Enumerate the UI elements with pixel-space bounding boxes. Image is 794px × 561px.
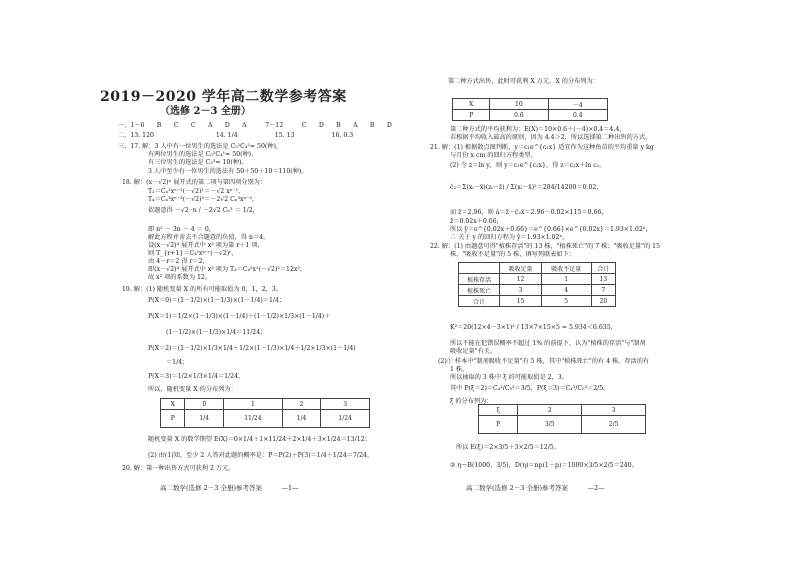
table-cell: 0.4: [548, 110, 607, 121]
table-cell: 3: [500, 285, 541, 296]
answer-line: (2) 令 z＝ln y，则 y＝c₁e^{c₂x}，得 z＝c₂x＋ln c₁。: [450, 162, 606, 169]
answer-line: T₄＝Cₙ³xⁿ⁻³(－√2)³＝－2√2 Cₙ³xⁿ⁻³，: [148, 196, 259, 203]
answer-line: 20. 解：第一种出售方式可获利 2 万元。: [122, 465, 235, 472]
answer-line: T₂＝Cₙ¹xⁿ⁻¹(－√2)¹＝－√2 xⁿ⁻¹，: [148, 188, 245, 195]
answer-line: 设(x－√2)⁴ 展开式中 x² 项为第 r＋1 项，: [148, 242, 264, 249]
answer-line: 则 T_{r+1}＝C₄ʳx⁴⁻ʳ(－√2)ʳ，: [148, 250, 238, 257]
answer-line: 而 z̄＝2.96，则 â＝z̄－ĉ₂x̄＝2.96－0.02×115＝0.66，: [450, 209, 608, 216]
table-cell: 15: [500, 296, 541, 307]
answer-line: 第二种方式出售，此时可获利 X 万元，X 的分布列为：: [448, 78, 599, 85]
table-cell: 0: [185, 399, 224, 410]
distribution-table-x: [160, 398, 370, 428]
table-cell: 1/24: [321, 410, 370, 428]
answer-line: ∴ 关于 y 的回归方程为 ŷ＝1.93×1.02ˣ。: [450, 234, 569, 241]
answer-line: 第二种方式的平均获利为：E(X)＝10×0.6＋(－4)×0.4＝4.4，: [450, 126, 626, 133]
answer-line: 解此方程并舍去不合题意的负值，得 n＝4。: [148, 234, 270, 241]
answer-line: 1 株，: [450, 366, 469, 373]
table-cell: 11/24: [224, 410, 283, 428]
answer-line: 有三位男生的选法是 C₅³= 10(种)。: [148, 159, 248, 166]
answer-line: P(X＝1)＝1/2×(1－1/3)×(1－1/4)＋(1－1/2)×1/3×(1－1/4)＋: [148, 313, 331, 320]
table-cell: 12: [500, 274, 541, 285]
table-cell: 合计: [591, 263, 615, 274]
answer-line: ĉ₂＝Σ(xᵢ－x̄)(zᵢ－z̄) / Σ(xᵢ－x̄)²＝284/14200＝0.02，: [450, 184, 603, 191]
table-cell: 1: [541, 274, 591, 285]
table-cell: 植株存活: [459, 274, 500, 285]
answer-line: 有两位男生的选法是 C₅²C₄¹= 50(种)，: [148, 151, 258, 158]
answer-line: 若根据平均收入最高的原则，因为 4.4＞2，所以选择第二种出售的方式。: [450, 134, 652, 141]
answer-line: ② η～B(1000，3/5)，D(η)＝np(1－p)＝1000×3/5×2/5＝240。: [450, 462, 638, 469]
answer-line: P(X＝3)＝1/2×1/3×1/4＝1/24，: [148, 373, 245, 380]
page-footer-left: 高二数学(选修 2－3 全册)参考答案 —1—: [160, 484, 299, 492]
table-cell: 2/5: [582, 416, 646, 434]
page-footer-right: 高二数学(选修 2－3 全册)参考答案 —2—: [466, 484, 605, 492]
answer-line: 即 n² － 3n － 4 ＝ 0，: [148, 226, 215, 233]
answer-line: 19. 解：(1) 随机变量 X 的所有可能取值为 0，1，2，3。: [122, 286, 282, 293]
page-title: 2019－2020 学年高二数学参考答案: [100, 89, 347, 105]
answer-line: 所以，随机变量 X 的分布列为：: [148, 386, 237, 393]
answer-line: (2) 由(1)知，至少 2 人答对此题的概率是：P＝P(2)＋P(3)＝1/4＋1/24＝7/24。: [148, 452, 374, 459]
answer-line: 故 x² 项的系数为 12。: [148, 274, 212, 281]
table-cell: －4: [548, 99, 607, 110]
table-cell: 20: [591, 296, 615, 307]
table-cell: 1/4: [185, 410, 224, 428]
answer-line: 一、1－6 B C C A D A 7－12 C D B A B D: [118, 122, 392, 129]
answer-line: 所以 ŷ＝e^{0.02x＋0.66}＝e^{0.66}×e^{0.02x}＝1.93×1.02ˣ，: [450, 226, 652, 233]
answer-line: 与月份 x cm 的回归方程类型。: [450, 152, 537, 159]
table-cell: 植株死亡: [459, 285, 500, 296]
table-cell: 13: [591, 274, 615, 285]
answer-line: (1－1/2)×(1－1/3)×1/4＝11/24；: [166, 329, 267, 336]
answer-line: P(X＝2)＝(1－1/2)×1/3×1/4＋1/2×(1－1/3)×1/4＋1/2×1/3×(1－1/4): [148, 345, 356, 352]
page-subtitle: （选修 2－3 全册）: [160, 106, 251, 117]
answer-line: K²＝20(12×4－3×1)² / 13×7×15×5 ≈ 5.934＜6.635，: [450, 324, 617, 331]
distribution-table-profit: [452, 98, 608, 121]
contingency-table: [458, 262, 616, 307]
table-cell: 1: [224, 399, 283, 410]
distribution-table-xi: [478, 404, 646, 434]
table-cell: 吸收不足量: [541, 263, 591, 274]
answer-line: 随机变量 X 的数学期望 E(X)＝0×1/4＋1×11/24＋2×1/4＋3×1/24＝13/12；: [148, 436, 371, 443]
table-cell: 10: [490, 99, 548, 110]
table-cell: 3/5: [518, 416, 582, 434]
answer-line: (2)① 样本中"制剂吸收不足量"有 5 株，其中"植株死亡"的有 4 株，存活的有: [438, 358, 650, 365]
answer-line: 株，"吸收不足量"的 5 株，填写列联表如下：: [450, 251, 575, 258]
table-cell: 吸收足量: [500, 263, 541, 274]
table-cell: P: [161, 410, 185, 428]
table-cell: 合计: [459, 296, 500, 307]
answer-line: 二、13. 120 14. 1/4 15. 13 16. 0.3: [118, 132, 354, 139]
answer-line: 吸收足量"有关。: [450, 348, 497, 355]
answer-line: P(X＝0)＝(1－1/2)×(1－1/3)×(1－1/4)＝1/4；: [148, 297, 286, 304]
table-cell: P: [479, 416, 518, 434]
answer-line: 即(x－√2)⁴ 展开式中 x² 项为 T₃＝C₄²x²(－√2)²＝12x²，: [148, 266, 307, 273]
table-cell: 1/4: [282, 410, 321, 428]
table-cell: 3: [321, 399, 370, 410]
table-cell: X: [161, 399, 185, 410]
answer-line: ＝1/4；: [166, 359, 189, 366]
answer-line: 18. 解：(x－√2)ⁿ 展开式的第二项与第四项分别为：: [122, 179, 267, 186]
table-cell: 4: [541, 285, 591, 296]
answer-line: 所以抽取的 3 株中 ξ 的可能取值是 2，3。: [450, 374, 568, 381]
table-cell: 2: [518, 405, 582, 416]
table-cell: 7: [591, 285, 615, 296]
answer-line: 由 4－r＝2 得 r＝2，: [148, 258, 209, 265]
answer-line: 22. 解：(1) 由题意可得"植株存活"的 13 株，"植株死亡"的 7 株；"吸收足量"的 15: [430, 243, 661, 250]
answer-line: 所以不能在犯错误概率不超过 1% 的前提下，认为"植株的存活"与"制剂: [450, 340, 646, 347]
table-cell: [459, 263, 500, 274]
table-cell: 0.6: [490, 110, 548, 121]
table-cell: 2: [282, 399, 321, 410]
table-cell: P: [453, 110, 490, 121]
answer-line: ξ 的分布列为：: [450, 398, 493, 405]
table-cell: X: [453, 99, 490, 110]
answer-line: 其中 P(ξ＝2)＝C₄²/C₅³＝3/5，P(ξ＝3)＝C₄³/C₅³＝2/5。: [450, 385, 610, 392]
table-cell: 5: [541, 296, 591, 307]
answer-line: 依题意得 －√2 ·n / －2√2 Cₙ³ ＝ 1/2，: [148, 207, 259, 214]
answer-line: 3 人中至少有一位男生的选法有 50＋50＋10＝110(种)。: [148, 168, 308, 175]
table-cell: 3: [582, 405, 646, 416]
answer-line: 三、17. 解：3 人中有一位男生的选法是 C₅¹C₄²= 50(种)，: [118, 143, 283, 150]
answer-line: ẑ＝0.02x＋0.66，: [450, 218, 503, 225]
answer-line: 所以 E(ξ)＝2×3/5＋3×2/5＝12/5。: [456, 444, 560, 451]
table-cell: ξ: [479, 405, 518, 416]
answer-line: 21. 解：(1) 根据散点图判断，y＝c₁e^{c₂x} 适宜作为这种鱼苗的平均重量 y kg: [430, 144, 654, 151]
